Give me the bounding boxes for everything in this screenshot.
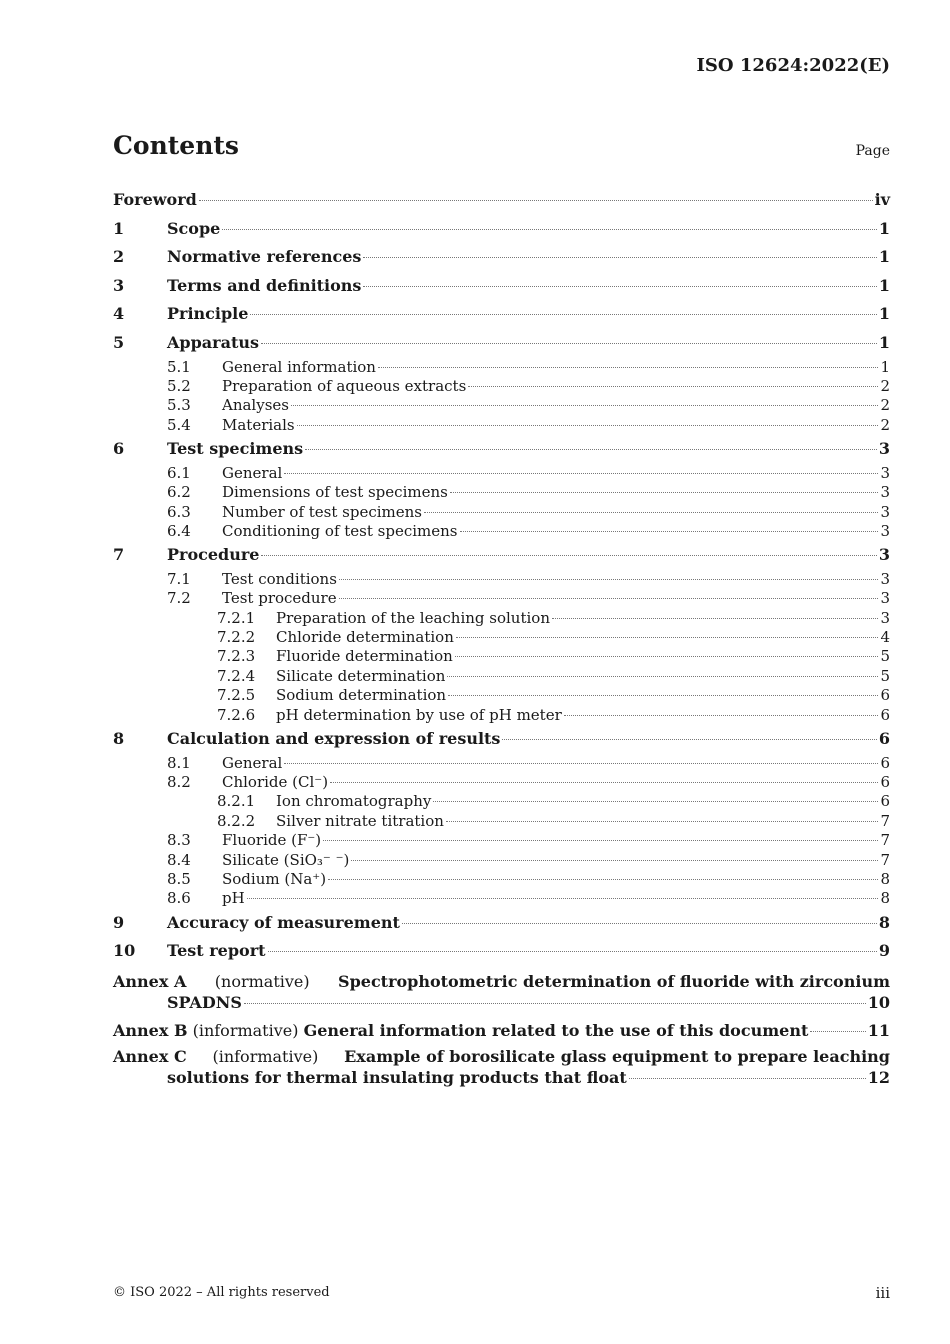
table-of-contents [113, 186, 890, 1088]
toc-entry[interactable] [113, 773, 890, 792]
toc-entry-text: Silver nitrate titration [276, 811, 444, 830]
dot-leader [284, 763, 878, 764]
toc-entry-page: 6 [880, 705, 890, 724]
dot-leader [244, 1003, 866, 1004]
annex-a-line1 [113, 972, 890, 992]
toc-entry-number: 6.3 [167, 502, 191, 521]
dot-leader [328, 879, 878, 880]
page-title: Contents [113, 131, 240, 160]
toc-entry[interactable] [113, 647, 890, 666]
toc-entry-number: 6.4 [167, 521, 191, 540]
toc-entry-number: 4 [113, 304, 125, 324]
toc-entry-text: pH [222, 889, 245, 908]
toc-entry-text: Foreword [113, 190, 197, 209]
toc-entry-number: 10 [113, 941, 136, 961]
dot-leader [268, 951, 877, 952]
toc-entry-text: Principle [167, 304, 249, 324]
toc-entry-number: 5 [113, 332, 125, 352]
toc-entry-text: Scope [167, 218, 221, 238]
toc-entry[interactable] [113, 589, 890, 608]
toc-entry-number: 9 [113, 912, 125, 932]
toc-entry-page: 3 [878, 439, 890, 459]
page-number: iii [875, 1284, 890, 1302]
toc-entry[interactable] [113, 792, 890, 811]
toc-entry[interactable] [113, 377, 890, 396]
dot-leader [297, 425, 879, 426]
toc-entry-text: Normative references [167, 247, 362, 267]
toc-entry-number: 7 [113, 545, 125, 565]
toc-entry-text: Conditioning of test specimens [222, 521, 458, 540]
toc-entry-page: 1 [880, 357, 890, 376]
dot-leader [378, 367, 878, 368]
annex-type: (informative) [192, 1020, 299, 1040]
toc-entry-number: 7.2.3 [217, 647, 256, 666]
annex-label: Annex A [113, 971, 187, 991]
toc-entry-page: 1 [878, 275, 890, 295]
dot-leader [199, 200, 873, 201]
toc-entry-number: 5.3 [167, 396, 191, 415]
toc-entry[interactable] [113, 358, 890, 377]
toc-entry-number: 8.2.2 [217, 811, 256, 830]
toc-entry[interactable] [113, 754, 890, 773]
toc-entry-text: Dimensions of test specimens [222, 483, 448, 502]
dot-leader [456, 637, 879, 638]
toc-entry-page: 3 [878, 545, 890, 565]
dot-leader [629, 1078, 866, 1079]
toc-entry-annex-b[interactable] [113, 1021, 890, 1041]
copyright-notice: © ISO 2022 – All rights reserved [113, 1285, 330, 1300]
toc-entry-page: 8 [880, 869, 890, 888]
annex-title-line1: Spectrophotometric determination of fluoride with zirconium [338, 971, 890, 991]
toc-entry-page: 6 [878, 729, 890, 748]
dot-leader [433, 801, 878, 802]
toc-entry[interactable] [113, 272, 890, 301]
page-column-label: Page [855, 143, 890, 159]
toc-entry[interactable] [113, 870, 890, 889]
toc-entry[interactable] [113, 483, 890, 502]
annex-c-line2 [113, 1067, 890, 1088]
dot-leader [222, 229, 877, 230]
toc-entry[interactable] [113, 937, 890, 966]
toc-entry-page: 12 [867, 1067, 890, 1087]
toc-entry-text: General [222, 753, 283, 772]
toc-entry-page: 8 [880, 889, 890, 908]
dot-leader [424, 512, 878, 513]
annex-title-line2: solutions for thermal insulating products that float [167, 1067, 627, 1087]
toc-entry-number: 6 [113, 439, 125, 459]
toc-entry-number: 8.2 [167, 772, 191, 791]
toc-entry-annex-a[interactable] [113, 972, 890, 1013]
toc-entry-text: Apparatus [167, 332, 259, 352]
toc-entry-text: Ion chromatography [276, 792, 432, 811]
dot-leader [261, 555, 876, 556]
toc-entry-page: 3 [880, 569, 890, 588]
toc-entry-text: Analyses [222, 396, 289, 415]
dot-leader [446, 821, 879, 822]
toc-entry-number: 8.6 [167, 889, 191, 908]
toc-entry-number: 7.2 [167, 589, 191, 608]
toc-entry-page: 8 [878, 912, 890, 932]
annex-title: General information related to the use of this document [303, 1020, 809, 1040]
annex-title-line2: SPADNS [167, 992, 242, 1012]
toc-entry[interactable] [113, 416, 890, 435]
toc-entry[interactable] [113, 812, 890, 831]
dot-leader [552, 618, 878, 619]
toc-entry-page: 4 [880, 628, 890, 647]
toc-entry-number: 7.2.1 [217, 608, 256, 627]
toc-entry-text: Fluoride determination [276, 647, 453, 666]
toc-entry-page: 5 [880, 647, 890, 666]
toc-entry[interactable] [113, 851, 890, 870]
standard-designation: ISO 12624:2022(E) [696, 55, 890, 76]
annex-a-line2 [113, 992, 890, 1013]
toc-entry-page: 3 [880, 502, 890, 521]
toc-entry-number: 5.2 [167, 376, 191, 395]
toc-entry-page: 2 [880, 415, 890, 434]
dot-leader [460, 531, 879, 532]
dot-leader [447, 676, 878, 677]
toc-entry-page: iv [874, 190, 890, 209]
toc-entry-number: 7.2.6 [217, 705, 256, 724]
toc-entry[interactable] [113, 706, 890, 725]
toc-entry-text: Number of test specimens [222, 502, 423, 521]
toc-entry-number: 8.3 [167, 831, 191, 850]
toc-entry-text: Terms and definitions [167, 275, 362, 295]
toc-entry[interactable] [113, 503, 890, 522]
toc-entry-number: 7.2.2 [217, 628, 256, 647]
toc-entry-text: Sodium determination [276, 686, 447, 705]
toc-entry-text: Test procedure [222, 589, 337, 608]
toc-entry-number: 8.1 [167, 753, 191, 772]
toc-entry-text: Accuracy of measurement [167, 912, 400, 932]
toc-entry-text: Calculation and expression of results [167, 729, 501, 748]
toc-entry-page: 3 [880, 608, 890, 627]
toc-entry-text: Preparation of aqueous extracts [222, 376, 467, 395]
toc-entry-text: pH determination by use of pH meter [276, 705, 562, 724]
dot-leader [455, 656, 879, 657]
toc-entry-number: 7.2.5 [217, 686, 256, 705]
toc-entry-page: 3 [880, 589, 890, 608]
toc-entry-foreword[interactable] [113, 186, 890, 215]
dot-leader [284, 473, 878, 474]
toc-entry-text: General [222, 463, 283, 482]
toc-entry-text: Chloride (Cl⁻) [222, 772, 329, 791]
toc-entry-page: 3 [880, 521, 890, 540]
toc-entry-page: 11 [867, 1020, 890, 1040]
toc-entry-text: Materials [222, 415, 295, 434]
toc-entry[interactable] [113, 396, 890, 415]
toc-entry-page: 9 [878, 941, 890, 961]
dot-leader [448, 695, 878, 696]
toc-entry-page: 1 [878, 218, 890, 238]
dot-leader [351, 860, 878, 861]
toc-entry-number: 6.1 [167, 463, 191, 482]
toc-entry[interactable] [113, 300, 890, 329]
toc-entry-number: 3 [113, 275, 125, 295]
dot-leader [305, 449, 877, 450]
toc-entry-page: 10 [867, 992, 890, 1012]
toc-entry-text: General information [222, 357, 376, 376]
toc-entry-text: Silicate (SiO₃⁻ ⁻) [222, 850, 350, 869]
toc-entry-number: 8 [113, 729, 125, 748]
toc-entry-page: 6 [880, 686, 890, 705]
dot-leader [291, 405, 878, 406]
toc-entry[interactable] [113, 570, 890, 589]
toc-entry-page: 7 [880, 811, 890, 830]
toc-entry-text: Fluoride (F⁻) [222, 831, 322, 850]
toc-entry-number: 8.2.1 [217, 792, 256, 811]
toc-entry-page: 2 [880, 396, 890, 415]
toc-entry[interactable] [113, 831, 890, 850]
dot-leader [402, 923, 877, 924]
toc-entry-page: 1 [878, 304, 890, 324]
toc-entry-annex-c[interactable] [113, 1047, 890, 1088]
toc-entry-number: 6.2 [167, 483, 191, 502]
toc-entry-page: 5 [880, 666, 890, 685]
dot-leader [502, 739, 876, 740]
toc-entry-text: Test report [167, 941, 266, 961]
toc-entry-number: 7.2.4 [217, 666, 256, 685]
toc-entry-text: Test conditions [222, 569, 337, 588]
annex-c-line1 [113, 1047, 890, 1067]
toc-entry-page: 6 [880, 753, 890, 772]
dot-leader [323, 840, 878, 841]
toc-entry-number: 8.4 [167, 850, 191, 869]
dot-leader [450, 492, 879, 493]
dot-leader [339, 598, 879, 599]
toc-entry-page: 3 [880, 463, 890, 482]
toc-entry[interactable] [113, 243, 890, 272]
toc-entry-text: Procedure [167, 545, 260, 565]
dot-leader [363, 286, 876, 287]
toc-entry-page: 2 [880, 376, 890, 395]
dot-leader [468, 386, 878, 387]
toc-entry-page: 7 [880, 850, 890, 869]
toc-entry-text: Test specimens [167, 439, 304, 459]
dot-leader [339, 579, 879, 580]
toc-entry-page: 7 [880, 831, 890, 850]
toc-entry-number: 1 [113, 218, 125, 238]
dot-leader [564, 715, 879, 716]
toc-entry-number: 5.4 [167, 415, 191, 434]
dot-leader [250, 314, 876, 315]
toc-entry[interactable] [113, 215, 890, 244]
annex-type: (normative) [214, 971, 310, 991]
toc-entry[interactable] [113, 541, 890, 570]
toc-entry-text: Silicate determination [276, 666, 446, 685]
dot-leader [247, 898, 879, 899]
dot-leader [363, 257, 876, 258]
toc-entry-number: 5.1 [167, 357, 191, 376]
annex-label: Annex C [113, 1046, 187, 1066]
annex-label: Annex B [113, 1020, 188, 1040]
toc-entry-text: Preparation of the leaching solution [276, 608, 550, 627]
toc-entry-page: 6 [880, 792, 890, 811]
toc-entry[interactable] [113, 329, 890, 358]
toc-entry-text: Chloride determination [276, 628, 454, 647]
toc-entry-page: 3 [880, 483, 890, 502]
toc-entry[interactable] [113, 889, 890, 908]
toc-entry[interactable] [113, 909, 890, 938]
toc-entry-number: 8.5 [167, 869, 191, 888]
toc-entry-number: 2 [113, 247, 125, 267]
toc-entry[interactable] [113, 435, 890, 464]
dot-leader [810, 1031, 865, 1032]
toc-entry-text: Sodium (Na⁺) [222, 869, 327, 888]
annex-type: (informative) [212, 1046, 319, 1066]
toc-entry[interactable] [113, 628, 890, 647]
dot-leader [261, 343, 877, 344]
toc-entry-page: 6 [880, 772, 890, 791]
toc-entries [113, 215, 890, 966]
toc-entry[interactable] [113, 667, 890, 686]
toc-entry[interactable] [113, 686, 890, 705]
toc-entry[interactable] [113, 522, 890, 541]
dot-leader [330, 782, 878, 783]
toc-entry-number: 7.1 [167, 569, 191, 588]
annex-title-line1: Example of borosilicate glass equipment to prepare leaching [344, 1046, 890, 1066]
toc-entry[interactable] [113, 725, 890, 754]
toc-entry-page: 1 [878, 332, 890, 352]
toc-entry-page: 1 [878, 247, 890, 267]
toc-entry[interactable] [113, 609, 890, 628]
toc-entry[interactable] [113, 464, 890, 483]
